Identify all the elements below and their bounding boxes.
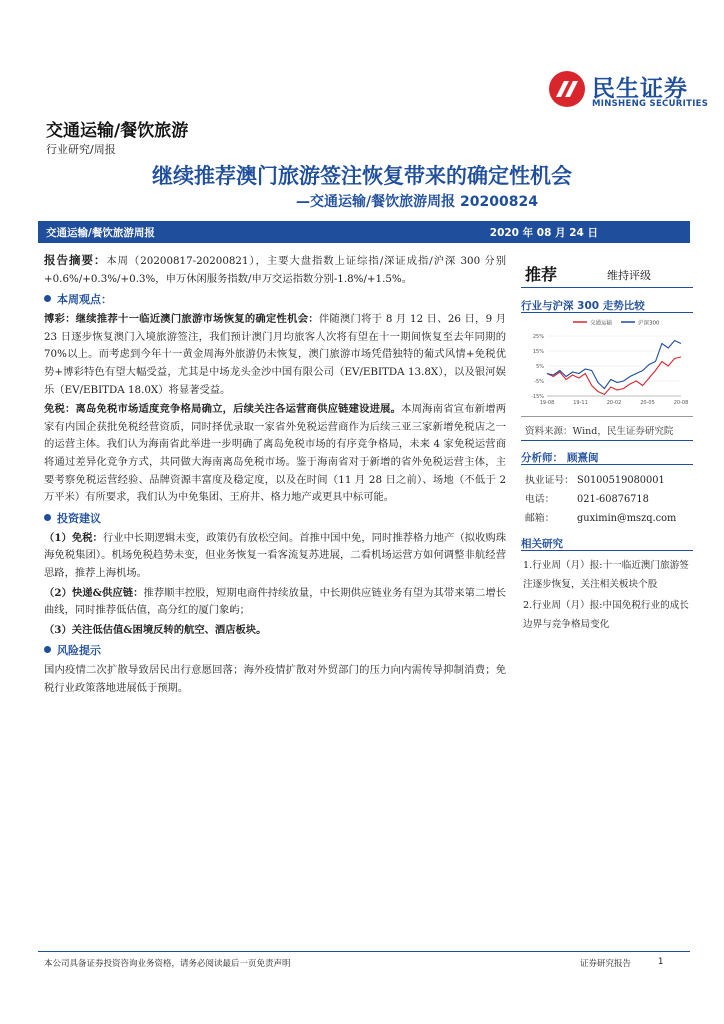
- x-tick-label: 19-08: [539, 400, 555, 406]
- related-item[interactable]: 1.行业周（月）报:十一临近澳门旅游签注逐步恢复，关注相关板块个股: [523, 560, 689, 590]
- legend-label: 交通运输: [590, 320, 613, 327]
- views-paragraph-2: [44, 401, 506, 507]
- views-p1-lead: 博彩：继续推荐十一临近澳门旅游市场恢复的确定性机会：: [44, 313, 319, 326]
- brand-name-en: MINSHENG SECURITIES: [592, 99, 709, 109]
- chart-legend: [573, 319, 660, 327]
- analyst-email-key: 邮箱：: [525, 513, 555, 524]
- analyst-license-row: [525, 472, 665, 486]
- x-tick-label: 19-11: [573, 400, 588, 406]
- y-tick-label: 25%: [532, 334, 544, 340]
- advice-heading-text: 投资建议: [57, 511, 101, 525]
- advice-i1-lead: （1）免税：: [44, 531, 103, 544]
- bar-report-date: 2020 年 08 月 24 日: [489, 227, 598, 239]
- brand-name-cn: 民生证券: [592, 76, 688, 102]
- views-heading: [44, 291, 506, 309]
- rating-sub: 维持评级: [607, 269, 651, 282]
- advice-i2-text: 推荐顺丰控股，短期电商件持续放量，中长期供应链业务有望为其带来第二增长曲线，同时推荐低估值，高分红的厦门象屿；: [44, 586, 506, 617]
- risk-text: 国内疫情二次扩散导致居民出行意愿回落；海外疫情扩散对外贸部门的压力向内需传导抑制消费；免税行业政策落地进展低于预期。: [44, 664, 506, 694]
- x-tick-label: 20-05: [640, 400, 655, 406]
- report-title: 继续推荐澳门旅游签注恢复带来的确定性机会: [152, 164, 572, 188]
- legend-label: 沪深300: [638, 320, 660, 327]
- related-item[interactable]: 2.行业周（月）报:中国免税行业的成长边界与竞争格局变化: [523, 600, 689, 630]
- advice-heading: [44, 510, 506, 528]
- footer-disclaimer: 本公司具备证券投资咨询业务资格，请务必阅读最后一页免责声明: [44, 959, 291, 969]
- minsheng-logo-icon: [548, 70, 586, 108]
- views-paragraph-1: [44, 311, 506, 399]
- x-tick-label: 20-02: [606, 400, 622, 406]
- bullet-icon: [44, 295, 51, 302]
- advice-item-1: [44, 530, 506, 583]
- bullet-icon: [44, 514, 51, 521]
- x-tick-label: 20-08: [673, 400, 689, 406]
- bar-report-name: 交通运输/餐饮旅游周报: [46, 227, 155, 239]
- y-tick-label: 5%: [536, 364, 544, 370]
- advice-i1-text: 行业中长期逻辑未变，政策仍有放松空间。首推中国中免，同时推荐格力地产（拟收购珠海免税集团）。机场免税趋势未变，但业务恢复一看客流复苏进展，二看机场运营方如何调整非航经营思路，推荐上海机场。: [44, 531, 506, 579]
- y-tick-label: -15%: [531, 394, 544, 400]
- rating-main: 推荐: [525, 265, 558, 284]
- footer-divider: [38, 951, 690, 952]
- views-p1-text: 伴随澳门将于 8 月 12 日、26 日，9 月 23 日逐步恢复澳门入境旅游签注，我们预计澳门月均旅客人次将有望在十一期间恢复至去年同期的 70%以上。而考虑到今年十一黄金周海外旅游仍未恢复，澳门旅游市场凭借独特的葡式风情+免税优势+博彩特色有望大幅受益，尤其是中场龙头金沙中国有限公司（EV/EBITDA 13.8X），以及银河娱乐（EV/EBITDA 18.0X）将显著受益。: [44, 313, 507, 396]
- views-p2-text: 本周海南省宣布新增两家有内国企获批免税经营资质，同时择优录取一家省外免税运营商作为后续三亚三家新增免税店之一的运营主体。我们认为海南省此举进一步明确了离岛免税市场的有序竞争格局，未来 4 家免税运营商将通过差异化竞争方式，共同做大海南离岛免税市场。鉴于海南省对于新增的省外免税运营主体，主要考察免税运营经验、品牌资源丰富度及稳定度，以及在时间（11 月 28 日之前）、场地（不低于 2 万平米）有所要求，我们认为中免集团、王府井、格力地产或更具中标可能。: [44, 403, 507, 504]
- y-tick-label: -5%: [534, 379, 544, 385]
- brand-logo: [548, 68, 709, 118]
- chart-source: 资料来源：Wind，民生证券研究院: [525, 426, 674, 437]
- analyst-phone-row: [525, 491, 649, 505]
- report-type: 行业研究/周报: [46, 143, 116, 156]
- divider: [521, 440, 693, 441]
- analyst-phone-value: 021-60876718: [577, 494, 649, 505]
- analyst-license-key: 执业证号：: [525, 475, 574, 486]
- risk-heading: [44, 642, 506, 660]
- page-number: 1: [658, 957, 664, 967]
- risk-heading-text: 风险提示: [57, 644, 101, 658]
- y-tick-label: 15%: [532, 349, 544, 355]
- report-subtitle: —交通运输/餐饮旅游周报 20200824: [296, 194, 538, 210]
- divider: [521, 464, 693, 465]
- summary-text: 本周（20200817-20200821），主要大盘指数上证综指/深证成指/沪深 300 分别+0.6%/+0.3%/+0.3%，申万休闲服务指数/申万交运指数分别-1.8%/+1.5%。: [44, 255, 506, 285]
- analyst-license-value: S0100519080001: [577, 475, 665, 486]
- analyst-email-value[interactable]: guximin@mszq.com: [577, 513, 677, 524]
- divider: [521, 416, 693, 417]
- main-content: [44, 252, 506, 699]
- analyst-heading: [521, 450, 693, 465]
- summary-paragraph: [44, 252, 506, 288]
- advice-item-3: （3）关注低估值&困境反转的航空、酒店板块。: [44, 623, 267, 636]
- analyst-email-row: [525, 510, 676, 524]
- footer-label: 证券研究报告: [580, 959, 632, 969]
- chart-lines: [547, 341, 681, 395]
- rating-box: [521, 258, 693, 288]
- header-bar: [38, 221, 690, 243]
- bullet-icon: [44, 646, 51, 653]
- summary-label: 报告摘要：: [44, 253, 107, 267]
- divider: [521, 312, 693, 313]
- divider: [521, 550, 693, 551]
- analyst-name: 顾熹闽: [567, 452, 599, 464]
- chart-heading: 行业与沪深 300 走势比较: [521, 300, 645, 312]
- chart-ticks: [531, 334, 688, 406]
- views-heading-text: 本周观点：: [57, 293, 112, 307]
- related-heading: 相关研究: [521, 538, 563, 550]
- industry-label: 交通运输/餐饮旅游: [46, 121, 189, 141]
- analyst-heading-label: 分析师：: [521, 452, 563, 464]
- advice-item-2: [44, 585, 506, 620]
- trend-chart: [521, 314, 693, 410]
- series-line-2: [547, 341, 681, 389]
- advice-i2-lead: （2）快递&供应链：: [44, 586, 144, 599]
- analyst-phone-key: 电话：: [525, 494, 555, 505]
- views-p2-lead: 免税：离岛免税市场适度竞争格局确立，后续关注各运营商供应链建设进展。: [44, 403, 402, 416]
